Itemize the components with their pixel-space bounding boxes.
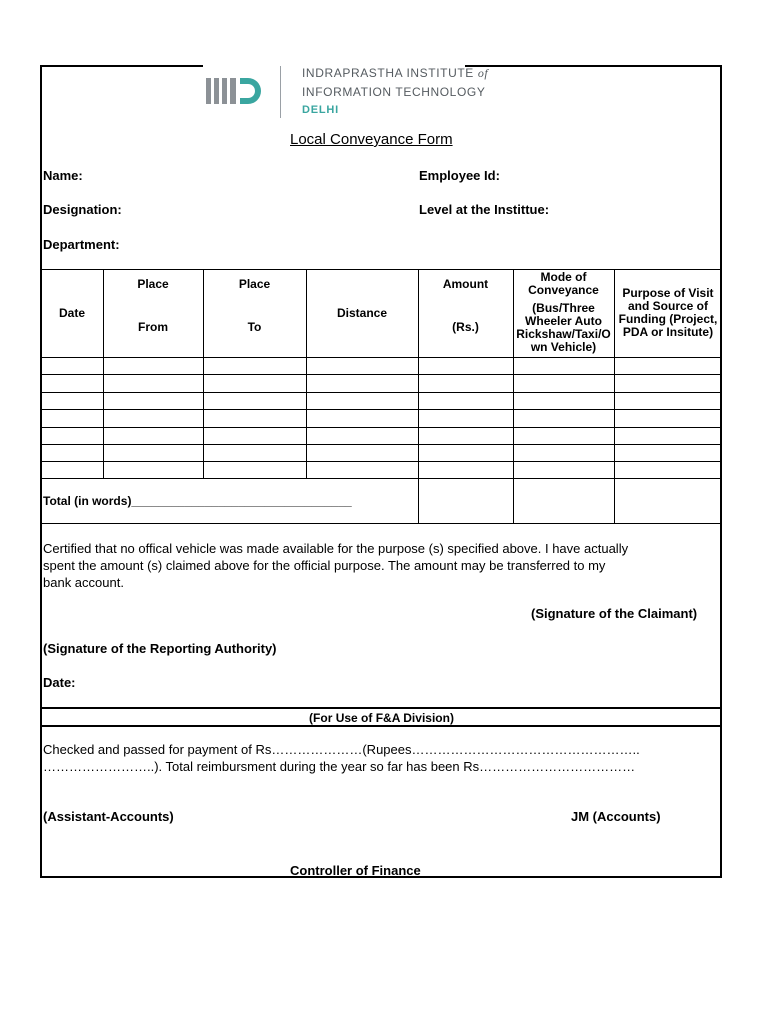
- col-mode-6: wn Vehicle): [530, 340, 597, 354]
- department-label: Department:: [43, 237, 120, 252]
- designation-label: Designation:: [43, 202, 122, 217]
- table-row-line: [41, 357, 722, 358]
- claimant-signature: (Signature of the Claimant): [531, 606, 698, 621]
- col-place-to-1: Place: [238, 277, 271, 291]
- table-row-line: [41, 461, 722, 462]
- col-distance: Distance: [336, 306, 388, 320]
- fa-line1: Checked and passed for payment of Rs…………………(Rupees……………………………………………..: [43, 742, 640, 757]
- certification-text: [43, 540, 683, 591]
- table-top-line: [41, 269, 722, 270]
- col-place-to-2: To: [247, 320, 262, 334]
- total-in-words: Total (in words)_________________________________: [43, 494, 352, 508]
- fa-heading: (For Use of F&A Division): [309, 711, 454, 725]
- controller-of-finance: Controller of Finance: [290, 863, 421, 878]
- col-amount-1: Amount: [442, 277, 489, 291]
- institute-line2: INFORMATION TECHNOLOGY: [302, 85, 486, 99]
- col-mode-5: Rickshaw/Taxi/O: [516, 327, 611, 341]
- certification-line: bank account.: [43, 575, 124, 590]
- col-purpose-1: Purpose of Visit: [622, 286, 714, 300]
- institute-city: DELHI: [302, 104, 339, 116]
- col-purpose-4: PDA or Insitute): [622, 325, 714, 339]
- col-mode-3: (Bus/Three: [532, 301, 595, 315]
- col-divider: [418, 269, 419, 523]
- col-divider: [306, 269, 307, 478]
- table-row-line: [41, 392, 722, 393]
- col-place-from-2: From: [138, 320, 168, 334]
- logo-text: [0, 0, 1, 1]
- table-row-line: [41, 444, 722, 445]
- table-row-line: [41, 374, 722, 375]
- logo-divider: [280, 66, 281, 118]
- certification-line: Certified that no offical vehicle was made available for the purpose (s) specified above. I have actually: [43, 541, 629, 556]
- certification-line: spent the amount (s) claimed above for the official purpose. The amount may be transferred to my: [43, 558, 606, 573]
- institute-of: of: [477, 66, 489, 80]
- col-divider: [203, 269, 204, 478]
- authority-signature: (Signature of the Reporting Authority): [43, 641, 277, 656]
- fa-bottom-line: [41, 725, 722, 727]
- table-row-line: [41, 427, 722, 428]
- col-place-from-1: Place: [137, 277, 169, 291]
- date-label: Date:: [43, 675, 76, 690]
- form-title: Local Conveyance Form: [290, 131, 453, 148]
- col-mode-4: Wheeler Auto: [525, 314, 602, 328]
- col-divider: [103, 269, 104, 478]
- level-label: Level at the Instittue:: [419, 202, 550, 217]
- table-row-line: [41, 409, 722, 410]
- fa-top-line: [41, 707, 722, 709]
- col-purpose-3: Funding (Project,: [618, 312, 718, 326]
- table-row-line: [41, 478, 722, 479]
- assistant-accounts: (Assistant-Accounts): [43, 809, 174, 824]
- col-purpose-2: and Source of: [627, 299, 708, 313]
- col-mode-2: Conveyance: [528, 283, 599, 297]
- iiitd-logo: [206, 76, 266, 106]
- col-amount-2: (Rs.): [452, 320, 479, 334]
- fa-line2: ……………………..). Total reimbursment during the year so far has been Rs………………………………: [43, 759, 636, 774]
- table-bottom-line: [41, 523, 722, 524]
- employee-id-label: Employee Id:: [419, 168, 500, 183]
- col-date: Date: [58, 306, 85, 320]
- name-label: Name:: [43, 168, 83, 183]
- col-mode-1: Mode of: [540, 270, 587, 284]
- institute-line1: INDRAPRASTHA INSTITUTE of: [302, 66, 489, 80]
- jm-accounts: JM (Accounts): [571, 809, 661, 824]
